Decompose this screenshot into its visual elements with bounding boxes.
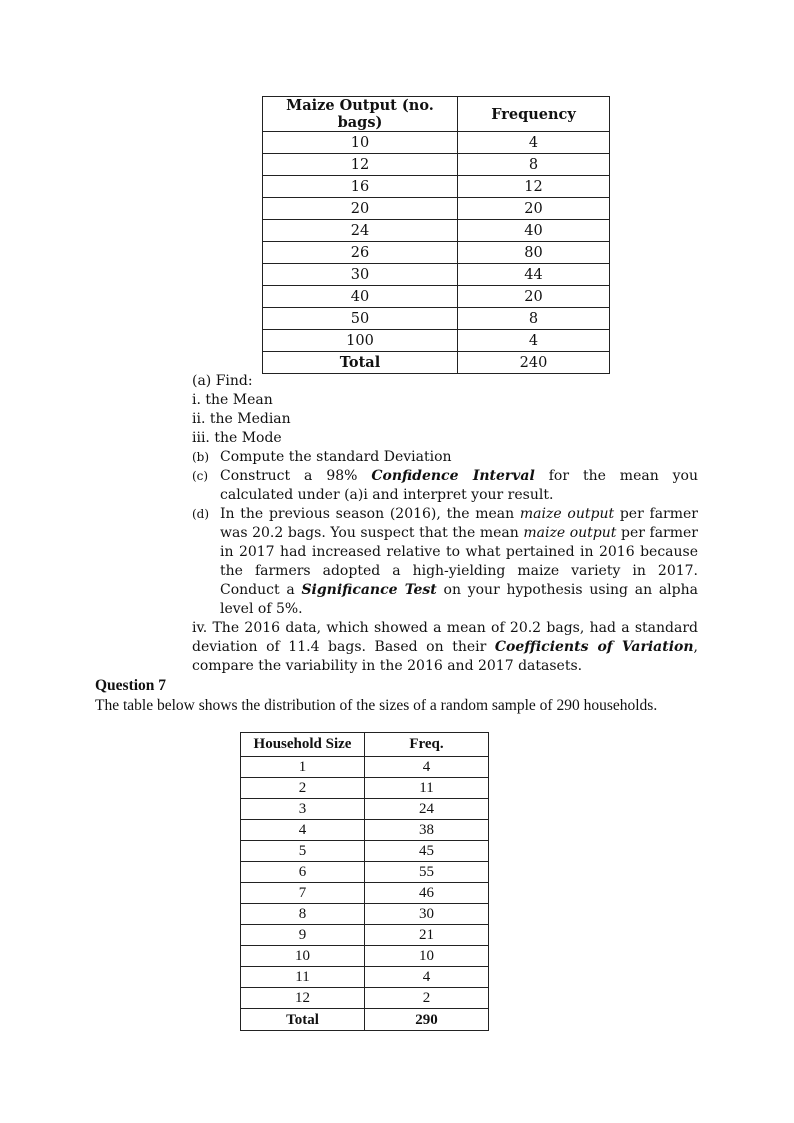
column-header-frequency: Frequency: [458, 97, 610, 132]
table-cell: 55: [365, 862, 489, 883]
total-value: 240: [458, 352, 610, 374]
part-c-post: for the mean you calculated under (a)i and interpret your result.: [220, 468, 698, 503]
coefficients-of-variation-term: Coefficients of Variation: [494, 639, 694, 655]
part-iv: [192, 619, 698, 676]
table-row: [241, 778, 489, 799]
part-d-t4: on your hypothesis using an alpha level of 5%.: [220, 582, 698, 617]
column-header-household-size: Household Size: [241, 733, 365, 757]
table-row: [263, 264, 610, 286]
table-cell: 4: [365, 967, 489, 988]
table-cell: 4: [458, 330, 610, 352]
part-c-text: [220, 467, 698, 505]
table-cell: 2: [241, 778, 365, 799]
table-cell: 10: [241, 946, 365, 967]
total-label: Total: [263, 352, 458, 374]
table-cell: 10: [263, 132, 458, 154]
table-row: [263, 330, 610, 352]
table-cell: 10: [365, 946, 489, 967]
table-row: [241, 799, 489, 820]
confidence-interval-term: Confidence Interval: [371, 468, 535, 484]
table-cell: 100: [263, 330, 458, 352]
table-row: [241, 883, 489, 904]
table-cell: 2: [365, 988, 489, 1009]
table-row: [241, 904, 489, 925]
part-d: [192, 505, 698, 619]
maize-output-term-2: maize output: [523, 525, 617, 541]
table-cell: 20: [458, 286, 610, 308]
part-c-pre: Construct a 98%: [220, 468, 372, 484]
maize-output-table: [262, 96, 610, 374]
table-row: [241, 757, 489, 778]
table-cell: 12: [263, 154, 458, 176]
table-total-row: [241, 1009, 489, 1031]
part-b-marker: (b): [192, 450, 210, 464]
column-header-freq: Freq.: [365, 733, 489, 757]
part-iv-pre: iv. The 2016 data, which showed a mean of 20.2 bags, had a standard deviation of 11.4 bags. Based on their: [192, 620, 698, 655]
table-cell: 9: [241, 925, 365, 946]
table-cell: 12: [458, 176, 610, 198]
part-a-iii: iii. the Mode: [192, 430, 282, 446]
table-cell: 3: [241, 799, 365, 820]
table-cell: 1: [241, 757, 365, 778]
table-cell: 8: [241, 904, 365, 925]
table-row: [263, 242, 610, 264]
part-d-t3: per farmer in 2017 had increased relative to what pertained in 2016 because the farmers adopted a high-yielding maize variety in 2017. Conduct a: [220, 525, 698, 598]
part-d-marker: (d): [192, 507, 210, 521]
table-cell: 4: [241, 820, 365, 841]
question-7-heading: Question 7: [95, 677, 167, 694]
table-row: [263, 198, 610, 220]
total-value: 290: [365, 1009, 489, 1031]
table-row: [241, 967, 489, 988]
table-cell: 26: [263, 242, 458, 264]
table-row: [263, 176, 610, 198]
household-size-table: [240, 732, 489, 1031]
table-cell: 45: [365, 841, 489, 862]
part-a-heading: (a) Find:: [192, 373, 253, 389]
part-c-marker: (c): [192, 469, 209, 483]
table-cell: 6: [241, 862, 365, 883]
table-cell: 8: [458, 154, 610, 176]
table-cell: 30: [263, 264, 458, 286]
table-cell: 8: [458, 308, 610, 330]
table-row: [241, 862, 489, 883]
part-b-text: Compute the standard Deviation: [220, 449, 452, 465]
table-cell: 24: [365, 799, 489, 820]
table-row: [263, 132, 610, 154]
part-iv-post: , compare the variability in the 2016 and 2017 datasets.: [192, 639, 698, 674]
table-cell: 16: [263, 176, 458, 198]
table-cell: 44: [458, 264, 610, 286]
maize-output-term-1: maize output: [519, 506, 615, 522]
table-cell: 4: [458, 132, 610, 154]
table-row: [241, 820, 489, 841]
table-row: [263, 308, 610, 330]
part-c: [192, 467, 698, 505]
table-row: [263, 154, 610, 176]
table-cell: 30: [365, 904, 489, 925]
table-header-row: [241, 733, 489, 757]
table-cell: 50: [263, 308, 458, 330]
table-cell: 20: [263, 198, 458, 220]
part-d-text: [220, 505, 698, 619]
table-cell: 80: [458, 242, 610, 264]
part-b: [192, 448, 698, 467]
part-d-t1: In the previous season (2016), the mean: [220, 506, 520, 522]
table-cell: 11: [241, 967, 365, 988]
table-cell: 40: [263, 286, 458, 308]
part-d-t2: per farmer was 20.2 bags. You suspect that the mean: [220, 506, 698, 541]
table-cell: 21: [365, 925, 489, 946]
part-a-i: i. the Mean: [192, 392, 273, 408]
table-cell: 40: [458, 220, 610, 242]
question-parts: [192, 372, 698, 676]
table-header-row: [263, 97, 610, 132]
significance-test-term: Significance Test: [301, 582, 437, 598]
total-label: Total: [241, 1009, 365, 1031]
table-row: [241, 988, 489, 1009]
table-cell: 4: [365, 757, 489, 778]
table-row: [263, 286, 610, 308]
table-cell: 24: [263, 220, 458, 242]
table-total-row: [263, 352, 610, 374]
table-row: [241, 841, 489, 862]
table-cell: 20: [458, 198, 610, 220]
table-cell: 11: [365, 778, 489, 799]
table-cell: 38: [365, 820, 489, 841]
table-row: [263, 220, 610, 242]
column-header-maize-output: Maize Output (no. bags): [263, 97, 458, 132]
table-row: [241, 925, 489, 946]
table-cell: 46: [365, 883, 489, 904]
part-a-ii: ii. the Median: [192, 411, 291, 427]
table-row: [241, 946, 489, 967]
table-cell: 7: [241, 883, 365, 904]
table-cell: 12: [241, 988, 365, 1009]
table-cell: 5: [241, 841, 365, 862]
question-7-text: The table below shows the distribution of the sizes of a random sample of 290 households.: [95, 697, 658, 714]
